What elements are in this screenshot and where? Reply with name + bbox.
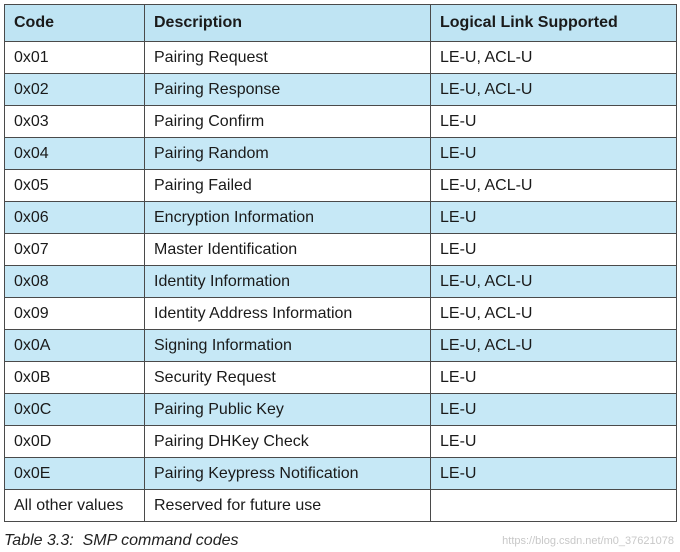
table-caption: Table 3.3: SMP command codes (4, 532, 239, 549)
header-description: Description (145, 5, 431, 42)
cell-description: Pairing Keypress Notification (145, 458, 431, 490)
cell-description: Identity Information (145, 266, 431, 298)
table-row (5, 138, 677, 170)
cell-description: Pairing Request (145, 42, 431, 74)
cell-code: 0x0C (5, 394, 145, 426)
cell-logical-link: LE-U (431, 106, 677, 138)
cell-logical-link: LE-U, ACL-U (431, 170, 677, 202)
cell-description: Signing Information (145, 330, 431, 362)
cell-code: 0x05 (5, 170, 145, 202)
cell-logical-link: LE-U, ACL-U (431, 330, 677, 362)
cell-description: Identity Address Information (145, 298, 431, 330)
cell-code: 0x09 (5, 298, 145, 330)
table-row (5, 170, 677, 202)
cell-logical-link: LE-U, ACL-U (431, 266, 677, 298)
cell-code: 0x0E (5, 458, 145, 490)
cell-description: Encryption Information (145, 202, 431, 234)
smp-command-table (4, 4, 677, 522)
cell-logical-link: LE-U (431, 394, 677, 426)
cell-code: 0x02 (5, 74, 145, 106)
cell-code: 0x0B (5, 362, 145, 394)
cell-logical-link (431, 490, 677, 522)
table-row (5, 458, 677, 490)
table-row (5, 362, 677, 394)
table-row (5, 426, 677, 458)
cell-description: Master Identification (145, 234, 431, 266)
table-row (5, 202, 677, 234)
cell-logical-link: LE-U (431, 138, 677, 170)
cell-description: Pairing Failed (145, 170, 431, 202)
table-row (5, 106, 677, 138)
cell-description: Pairing Public Key (145, 394, 431, 426)
cell-description: Pairing DHKey Check (145, 426, 431, 458)
table-header-row (5, 5, 677, 42)
watermark-text: https://blog.csdn.net/m0_37621078 (502, 535, 674, 547)
cell-logical-link: LE-U, ACL-U (431, 298, 677, 330)
table-row (5, 74, 677, 106)
header-logical-link: Logical Link Supported (431, 5, 677, 42)
cell-code: All other values (5, 490, 145, 522)
table-row (5, 42, 677, 74)
table-row (5, 490, 677, 522)
cell-logical-link: LE-U, ACL-U (431, 74, 677, 106)
table-row (5, 234, 677, 266)
cell-code: 0x08 (5, 266, 145, 298)
smp-command-table-container (4, 4, 676, 522)
cell-description: Pairing Random (145, 138, 431, 170)
cell-logical-link: LE-U, ACL-U (431, 42, 677, 74)
cell-code: 0x06 (5, 202, 145, 234)
cell-logical-link: LE-U (431, 202, 677, 234)
cell-description: Security Request (145, 362, 431, 394)
table-row (5, 298, 677, 330)
table-row (5, 266, 677, 298)
cell-description: Pairing Response (145, 74, 431, 106)
cell-code: 0x03 (5, 106, 145, 138)
cell-logical-link: LE-U (431, 426, 677, 458)
table-row (5, 394, 677, 426)
cell-logical-link: LE-U (431, 234, 677, 266)
cell-code: 0x0A (5, 330, 145, 362)
cell-code: 0x01 (5, 42, 145, 74)
header-code: Code (5, 5, 145, 42)
cell-logical-link: LE-U (431, 362, 677, 394)
cell-code: 0x07 (5, 234, 145, 266)
cell-code: 0x0D (5, 426, 145, 458)
cell-description: Pairing Confirm (145, 106, 431, 138)
table-row (5, 330, 677, 362)
cell-logical-link: LE-U (431, 458, 677, 490)
cell-code: 0x04 (5, 138, 145, 170)
cell-description: Reserved for future use (145, 490, 431, 522)
